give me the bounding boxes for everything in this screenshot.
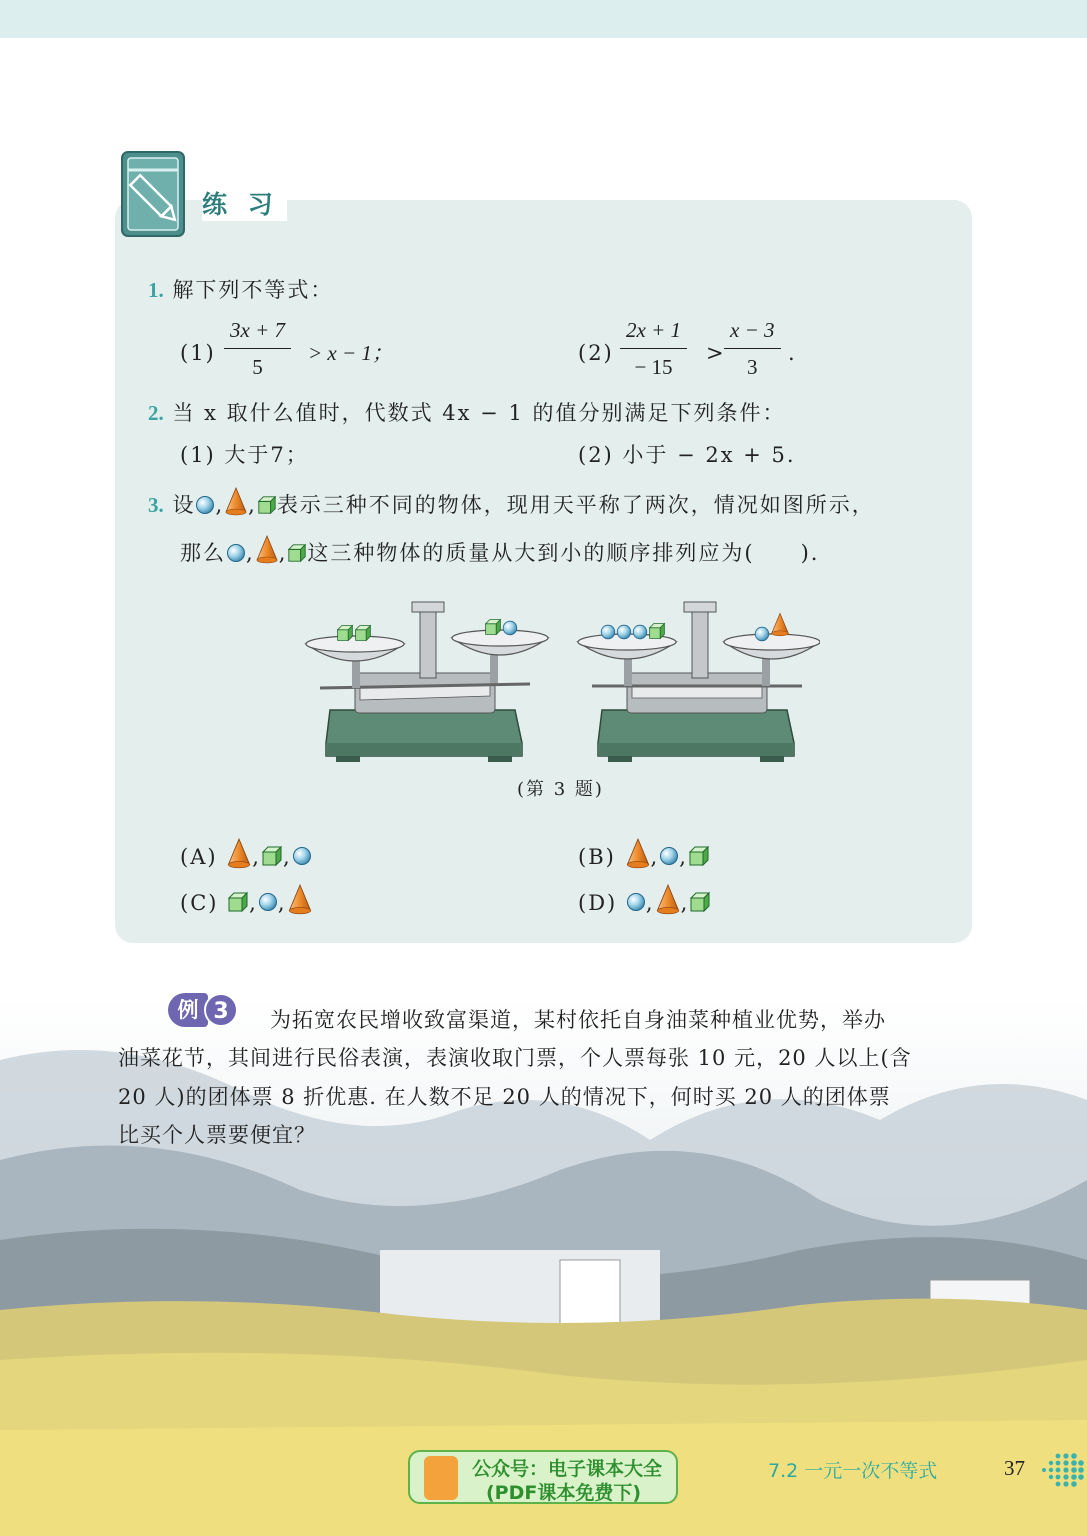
cube-icon	[688, 845, 710, 867]
exercise-number: 3.	[148, 493, 164, 517]
option-c: (C) , ,	[180, 884, 313, 918]
chapter-label: 7.2 一元一次不等式	[768, 1460, 938, 1482]
ball-icon	[659, 846, 679, 866]
example-badge-number: 3	[204, 993, 238, 1027]
figure-caption: (第 3 题)	[517, 779, 604, 800]
example-line-2: 油菜花节，其间进行民俗表演，表演收取门票，个人票每张 10 元，20 人以上(含	[118, 1046, 912, 1070]
balance-scales-figure	[300, 598, 820, 763]
cone-icon	[287, 884, 313, 916]
exercise-text: 当 x 取什么值时，代数式 4x − 1 的值分别满足下列条件：	[172, 401, 786, 425]
example-badge-label: 例	[168, 993, 208, 1027]
cube-icon	[287, 543, 307, 563]
watermark-line-2: (PDF课本免费下)	[486, 1482, 642, 1504]
ball-icon	[292, 846, 312, 866]
cube-icon	[257, 495, 277, 515]
exercise-box	[115, 200, 972, 943]
exercise-2	[148, 398, 786, 428]
ball-icon	[258, 892, 278, 912]
exercise-3-line1: 3. 设 , , 表示三种不同的物体，现用天平称了两次，情况如图所示，	[148, 487, 875, 520]
example-line-3: 20 人)的团体票 8 折优惠. 在人数不足 20 人的情况下，何时买 20 人的团体票	[118, 1085, 891, 1109]
ex1-part1-label: (1)	[180, 341, 216, 365]
example-line-4: 比买个人票要便宜？	[118, 1123, 316, 1147]
exercise-number: 2.	[148, 401, 164, 425]
ball-icon	[626, 892, 646, 912]
option-a: (A) , ,	[180, 838, 312, 872]
cube-icon	[689, 891, 711, 913]
period: .	[788, 341, 797, 365]
page-number: 37	[1004, 1456, 1025, 1480]
cone-icon	[226, 838, 252, 870]
exercise-3-line2: 那么 , , 这三种物体的质量从大到小的顺序排列应为( ).	[180, 535, 819, 568]
exercise-text: 解下列不等式：	[172, 278, 334, 302]
inequality-rest: > x − 1；	[308, 341, 393, 365]
top-band	[0, 0, 1087, 38]
watermark-line-1: 公众号：电子课本大全	[472, 1458, 663, 1480]
ball-icon	[195, 495, 215, 515]
cube-icon	[227, 891, 249, 913]
cone-icon	[255, 535, 279, 565]
fraction: $\frac{x - 3}{3}$	[724, 318, 781, 379]
dots-decoration-icon	[1040, 1452, 1084, 1488]
balance-scale-right	[578, 602, 820, 762]
pencil-notebook-icon	[120, 150, 190, 238]
balance-scale-left	[306, 602, 548, 762]
cone-icon	[224, 487, 248, 517]
greater-than: >	[706, 341, 726, 365]
ex2-part1: (1) 大于7；	[180, 443, 309, 467]
cone-icon	[625, 838, 651, 870]
example-line-1: 为拓宽农民增收致富渠道，某村依托自身油菜种植业优势，举办	[270, 1008, 886, 1032]
fraction: $\frac{2x + 1}{- 15}$	[620, 318, 687, 379]
fraction: $\frac{3x + 7}{5}$	[224, 318, 291, 379]
ball-icon	[226, 543, 246, 563]
exercise-1	[148, 275, 333, 305]
ex2-part2: (2) 小于 − 2x + 5.	[578, 443, 796, 467]
watermark-badge	[408, 1450, 678, 1504]
cone-icon	[655, 884, 681, 916]
exercise-title: 练 习	[202, 185, 287, 221]
option-d: (D) , ,	[578, 884, 711, 918]
cube-icon	[261, 845, 283, 867]
book-logo-icon	[424, 1456, 458, 1500]
option-b: (B) , ,	[578, 838, 710, 872]
ex1-part2-label: (2)	[578, 341, 614, 365]
exercise-number: 1.	[148, 278, 164, 302]
